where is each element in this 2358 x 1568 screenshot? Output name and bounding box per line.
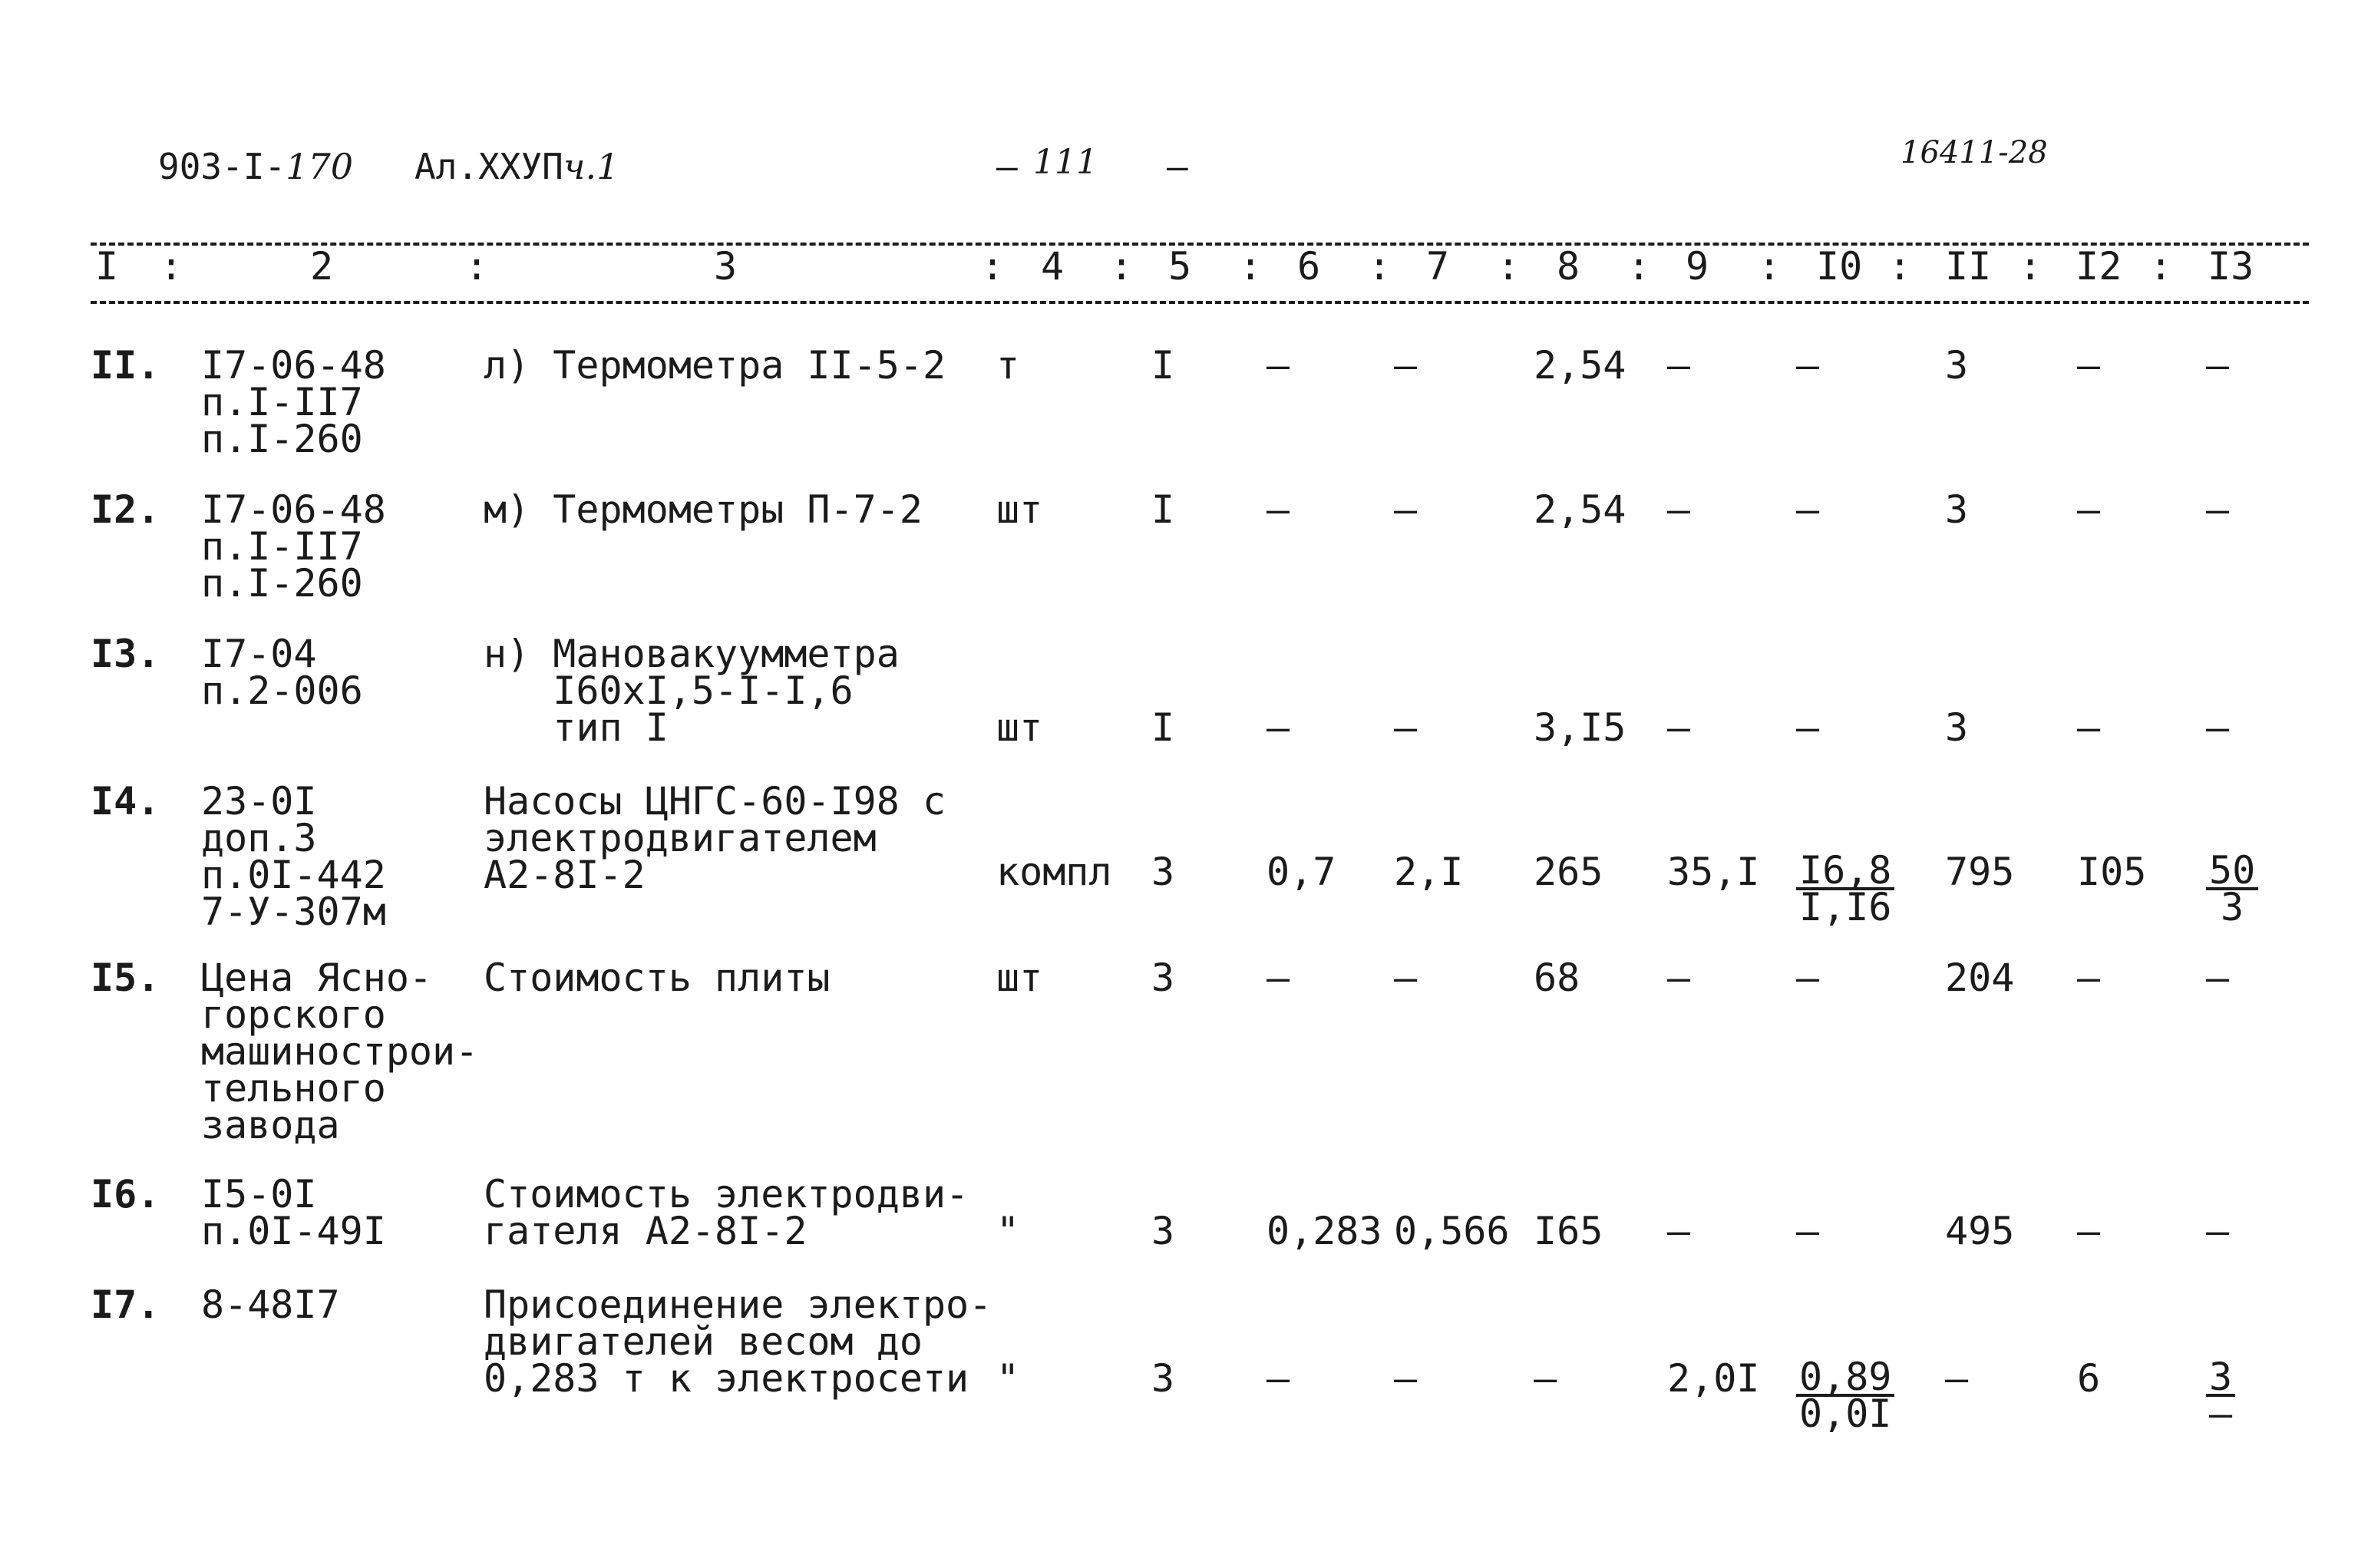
row-col-10: – [1796,487,1820,532]
fraction-value [1796,848,1894,929]
row-col-6: – [1267,956,1290,1000]
column-index-11: II [1945,244,1992,289]
row-reference: I7-06-48 п.I-II7 п.I-260 [201,343,386,461]
row-col-8: 265 [1534,850,1603,894]
row-col-10 [1796,848,1894,929]
row-unit: шт [996,956,1043,1000]
row-col-6: 0,283 [1267,1209,1382,1253]
row-col-9: – [1667,487,1691,532]
row-number: I6. [91,1172,160,1216]
column-index-2: 2 [310,244,334,289]
column-index-10: I0 [1816,244,1863,289]
column-index-6: 6 [1297,244,1321,289]
fraction-value [1796,1355,1894,1436]
page-number: 111 [1033,143,1098,182]
column-index-5: 5 [1168,244,1192,289]
column-index-9: 9 [1686,244,1709,289]
row-col-13: – [2206,487,2230,532]
row-col-10: – [1796,343,1820,388]
fraction-denominator: I,I6 [1799,885,1892,929]
row-quantity: I [1151,343,1175,388]
row-col-6: – [1267,343,1290,388]
row-number: I7. [91,1282,160,1327]
row-col-9: – [1667,343,1691,388]
row-description: Стоимость электродви- гателя А2-8I-2 [484,1172,969,1253]
row-col-11: 495 [1945,1209,2015,1253]
row-col-12: – [2077,1209,2101,1253]
column-separator: : [1368,244,1392,289]
row-col-9: – [1667,1209,1691,1253]
row-unit: шт [996,705,1043,750]
row-col-7: – [1394,956,1418,1000]
column-index-4: 4 [1041,244,1065,289]
fraction-denominator: 3 [2221,885,2244,929]
page-dash-left: – [996,146,1018,187]
row-col-10 [1796,1355,1894,1436]
row-col-12: 6 [2077,1356,2101,1401]
fraction-numerator: 3 [2206,1360,2235,1397]
row-col-13: – [2206,1209,2230,1253]
row-col-8: 3,I5 [1534,705,1626,750]
column-separator: : [2019,244,2043,289]
row-quantity: I [1151,705,1175,750]
page-dash-right: – [1167,146,1188,187]
row-reference: Цена Ясно- горского машинострои- тельного завода [201,956,479,1147]
column-separator: : [2149,244,2173,289]
row-col-7: – [1394,1356,1418,1401]
fraction-numerator: 0,89 [1796,1360,1894,1397]
row-number: I4. [91,779,160,824]
row-col-7: – [1394,487,1418,532]
row-col-6: – [1267,1356,1290,1401]
row-col-7: 2,I [1394,850,1464,894]
row-reference: I7-04 п.2-006 [201,632,363,713]
row-col-12: I05 [2077,850,2147,894]
row-col-11: 795 [1945,850,2015,894]
row-col-9: 2,0I [1667,1356,1760,1401]
row-col-6: – [1267,705,1290,750]
row-description: Присоединение электро- двигателей весом до 0,283 т к электросети [484,1282,992,1401]
row-col-12: – [2077,343,2101,388]
fraction-numerator: I6,8 [1796,853,1894,890]
row-col-8: 2,54 [1534,343,1626,388]
row-col-7: – [1394,705,1418,750]
column-separator: : [1239,244,1263,289]
column-separator: : [1627,244,1651,289]
column-separator: : [1110,244,1134,289]
column-index-13: I3 [2208,244,2254,289]
column-index-7: 7 [1426,244,1450,289]
row-col-13: – [2206,705,2230,750]
row-number: II. [91,343,160,388]
row-number: I2. [91,487,160,532]
row-col-9: 35,I [1667,850,1760,894]
row-col-8: 2,54 [1534,487,1626,532]
row-col-10: – [1796,705,1820,750]
row-col-13 [2206,848,2258,929]
column-index-8: 8 [1557,244,1580,289]
row-col-13: – [2206,956,2230,1000]
album-printed: Ал.XXУП [414,146,563,187]
row-col-7: – [1394,343,1418,388]
row-quantity: 3 [1151,1209,1175,1253]
row-unit: т [996,343,1020,388]
column-separator: : [1758,244,1782,289]
row-description: Стоимость плиты [484,956,831,1000]
row-col-10: – [1796,956,1820,1000]
row-col-12: – [2077,956,2101,1000]
row-col-8: I65 [1534,1209,1603,1253]
row-unit: " [996,1209,1020,1253]
document-code-handwritten: 170 [286,146,353,187]
row-col-11: 3 [1945,487,1969,532]
row-col-10: – [1796,1209,1820,1253]
row-reference: I7-06-48 п.I-II7 п.I-260 [201,487,386,606]
row-quantity: 3 [1151,956,1175,1000]
row-col-12: – [2077,487,2101,532]
album-label [414,146,619,187]
row-col-13: – [2206,343,2230,388]
column-separator: : [465,244,489,289]
row-number: I5. [91,956,160,1000]
row-col-9: – [1667,956,1691,1000]
column-index-3: 3 [714,244,738,289]
row-col-7: 0,566 [1394,1209,1510,1253]
column-separator: : [160,244,183,289]
column-index-12: I2 [2076,244,2122,289]
row-reference: 23-0I доп.3 п.0I-442 7-У-307м [201,779,386,934]
row-col-6: 0,7 [1267,850,1336,894]
fraction-value [2206,848,2258,929]
column-separator: : [1888,244,1912,289]
row-reference: 8-48I7 [201,1282,340,1327]
row-col-8: – [1534,1356,1557,1401]
row-col-6: – [1267,487,1290,532]
fraction-value [2206,1355,2235,1436]
column-separator: : [1497,244,1521,289]
row-description: н) Мановакуумметра I60хI,5-I-I,6 тип I [484,632,900,750]
row-number: I3. [91,632,160,676]
table-header-rule [91,301,2309,304]
row-quantity: I [1151,487,1175,532]
row-unit: " [996,1356,1020,1401]
fraction-numerator: 50 [2206,853,2258,890]
row-col-9: – [1667,705,1691,750]
column-index-1: I [95,244,119,289]
album-handwritten: ч.1 [563,146,619,187]
row-unit: шт [996,487,1043,532]
row-col-11: 3 [1945,343,1969,388]
fraction-denominator: 0,0I [1799,1391,1892,1436]
row-col-12: – [2077,705,2101,750]
document-code-printed: 903-I- [158,146,286,187]
row-col-11: – [1945,1356,1969,1401]
row-col-13 [2206,1355,2235,1436]
document-code [158,146,353,187]
column-separator: : [981,244,1005,289]
inventory-number: 16411-28 [1901,135,2048,170]
row-col-8: 68 [1534,956,1580,1000]
fraction-denominator: – [2209,1391,2233,1436]
row-reference: I5-0I п.0I-49I [201,1172,386,1253]
row-unit: компл [996,850,1112,894]
row-description: Насосы ЦНГС-60-I98 с электродвигателем А2-8I-2 [484,779,946,897]
row-quantity: 3 [1151,1356,1175,1401]
row-description: л) Термометра II-5-2 [484,343,946,388]
row-description: м) Термометры П-7-2 [484,487,923,532]
row-col-11: 3 [1945,705,1969,750]
row-quantity: 3 [1151,850,1175,894]
row-col-11: 204 [1945,956,2015,1000]
